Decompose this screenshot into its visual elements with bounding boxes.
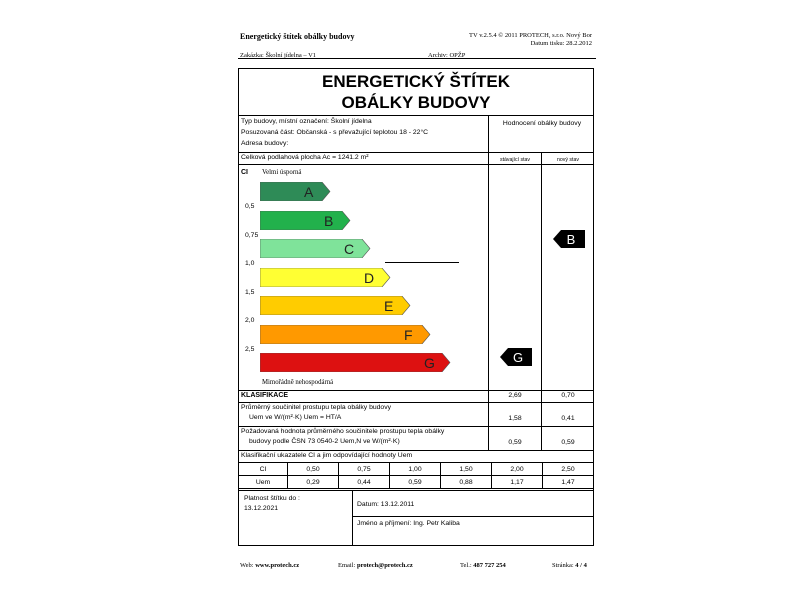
classification-label: KLASIFIKACE: [241, 392, 289, 399]
footer-email: [338, 562, 413, 569]
label-title-line1: ENERGETICKÝ ŠTÍTEK: [322, 72, 510, 91]
class-bar-d: [260, 268, 392, 287]
class-bar-a: [260, 182, 332, 201]
col-divider-left-lower: [488, 390, 489, 450]
label-title: [238, 68, 594, 116]
footer-web-label: Web:: [240, 562, 254, 569]
class-letter: F: [404, 326, 413, 343]
indicator-cell: 1,50: [441, 463, 492, 476]
avg-u-new: 0,41: [561, 415, 575, 422]
floor-area: Celková podlahová plocha Ac = 1241.2 m²: [241, 154, 369, 161]
indicator-cell: 2,50: [543, 463, 594, 476]
class-bar-f: [260, 325, 432, 344]
indicator-cell: 1,17: [492, 476, 543, 489]
class-bar-g: [260, 353, 452, 372]
class-letter: D: [364, 269, 375, 286]
order-name: Zakázka: Školní jídelna – V1: [240, 52, 317, 59]
indicator-cell: 0,59: [390, 476, 441, 489]
rating-header: Hodnocení obálky budovy: [502, 120, 582, 127]
version-text: TV v.2.5.4 © 2011 PROTECH, s.r.o. Nový Bor: [469, 32, 592, 39]
class-letter: E: [384, 298, 394, 314]
class-bar-c: [260, 239, 372, 258]
row-divider: [352, 516, 594, 517]
indicator-cell: 1,47: [543, 476, 594, 489]
class-letter: A: [304, 184, 314, 200]
class-bar-b: [260, 211, 352, 230]
indicator-cell: 0,88: [441, 476, 492, 489]
version-info: [469, 32, 592, 48]
reference-line: [385, 262, 459, 263]
footer-email-link[interactable]: protech@protech.cz: [356, 562, 413, 569]
scale-tick-label: 1,5: [245, 288, 255, 296]
author-name: Jméno a příjmení: Ing. Petr Kaliba: [357, 520, 460, 527]
indicator-table-title: Klasifikační ukazatele CI a jim odpovídající hodnoty Uem: [241, 452, 413, 459]
footer-tel: [460, 562, 506, 569]
footer-page-number: 4 / 4: [575, 562, 587, 569]
valid-until-date: 13.12.2021: [244, 505, 279, 512]
req-u-unit: budovy podle ČSN 73 0540-2 Uem,N ve W/(m²·K): [249, 438, 400, 445]
indicator-cell: 1,00: [390, 463, 441, 476]
row-divider: [238, 490, 594, 491]
ci-label: CI: [241, 169, 248, 176]
marker-existing: [500, 348, 532, 366]
footer-page: [552, 562, 587, 569]
header-divider: [238, 58, 596, 59]
indicator-cell: 0,29: [288, 476, 339, 489]
very-efficient-label: Velmi úsporná: [262, 169, 302, 176]
valid-until-label: Platnost štítku do :: [244, 495, 300, 502]
avg-u-existing: 1,58: [508, 415, 522, 422]
col-divider-mid-lower: [541, 390, 542, 450]
validity-divider: [352, 490, 353, 546]
indicator-cell: 0,50: [288, 463, 339, 476]
marker-existing-letter: G: [512, 350, 524, 365]
scale-tick-label: 0,5: [245, 203, 255, 210]
row-divider: [488, 152, 594, 153]
indicator-row-ci: [239, 463, 594, 476]
req-u-existing: 0,59: [508, 439, 522, 446]
class-bar-e: [260, 296, 412, 315]
indicator-row-label: Uem: [239, 476, 288, 489]
indicator-table: [238, 462, 594, 489]
row-divider: [238, 152, 488, 153]
class-letter: B: [324, 212, 334, 229]
class-letter: C: [344, 241, 355, 257]
classification-new: 0,70: [561, 392, 575, 399]
indicator-row-label: CI: [239, 463, 288, 476]
footer-email-label: Email:: [338, 562, 356, 569]
scale-tick-label: 1,0: [245, 260, 255, 267]
footer-web-link[interactable]: www.protech.cz: [255, 562, 300, 569]
building-address: Adresa budovy:: [241, 140, 289, 147]
marker-new-letter: B: [566, 232, 576, 247]
very-wasteful-label: Mimořádně nehospodárná: [262, 379, 334, 386]
avg-u-unit: Uem ve W/(m²·K) Uem = HT/A: [249, 414, 342, 421]
col-existing-label: stávající stav: [500, 157, 530, 163]
class-letter: G: [424, 355, 435, 371]
col-divider-left: [488, 116, 489, 412]
indicator-cell: 2,00: [492, 463, 543, 476]
document-title: Energetický štítek obálky budovy: [240, 32, 355, 41]
col-new-label: nový stav: [557, 157, 579, 163]
footer-tel-number: 487 727 254: [473, 562, 506, 569]
label-title-line2: OBÁLKY BUDOVY: [341, 93, 491, 112]
print-date: Datum tisku: 28.2.2012: [530, 40, 592, 47]
req-u-new: 0,59: [561, 439, 575, 446]
req-u-label: Požadovaná hodnota průměrného součinitele prostupu tepla obálky: [241, 428, 445, 435]
indicator-cell: 0,75: [339, 463, 390, 476]
footer-tel-label: Tel.:: [460, 562, 472, 569]
scale-tick-label: 2,0: [245, 317, 255, 324]
marker-new: [553, 230, 585, 248]
row-divider: [238, 450, 594, 451]
row-divider: [238, 426, 594, 427]
scale-tick-label: 0,75: [245, 231, 259, 239]
col-divider-mid: [541, 152, 542, 412]
avg-u-label: Průměrný součinitel prostupu tepla obálky budovy: [241, 404, 391, 411]
indicator-cell: 0,44: [339, 476, 390, 489]
footer-web: [240, 562, 299, 569]
scale-tick-label: 2,5: [245, 345, 255, 353]
classification-existing: 2,69: [508, 392, 522, 399]
building-type: Typ budovy, místní označení: Školní jídelna: [241, 118, 372, 125]
indicator-row-u: [239, 476, 594, 489]
footer-page-label: Stránka:: [552, 562, 574, 569]
issue-date: Datum: 13.12.2011: [357, 501, 415, 508]
archive-code: Archiv: OPŽP: [428, 52, 466, 59]
assessed-part: Posuzovaná část: Občanská - s převažující teplotou 18 - 22°C: [241, 129, 429, 136]
